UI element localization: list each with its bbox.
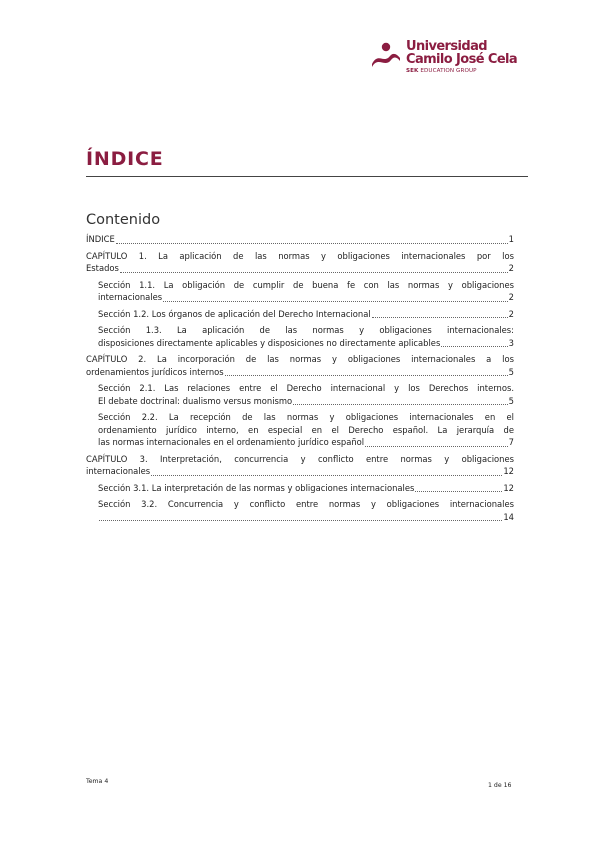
toc-entry-title: Sección 3.1. La interpretación de las normas y obligaciones internacionales: [98, 482, 415, 493]
table-of-contents: [86, 233, 514, 527]
toc-leader-dots: [225, 375, 508, 376]
toc-page-number: 12: [503, 482, 514, 493]
toc-entry-title: las normas internacionales en el ordenamiento jurídico español: [98, 437, 365, 447]
toc-entry-line: Sección 1.3. La aplicación de las normas y obligaciones internacionales:: [98, 325, 514, 335]
toc-entry-title: El debate doctrinal: dualismo versus monismo: [98, 395, 293, 406]
toc-page-number: 5: [508, 366, 514, 377]
toc-page-number: 3: [508, 337, 514, 348]
toc-leader-dots: [415, 491, 502, 492]
toc-entry-line: CAPÍTULO 2. La incorporación de las normas y obligaciones internacionales a los: [86, 354, 514, 364]
toc-leader-dots: [120, 272, 508, 273]
toc-entry-line: CAPÍTULO 1. La aplicación de las normas y obligaciones internacionales por los: [86, 250, 514, 261]
toc-entry[interactable]: [86, 353, 514, 378]
toc-page-number: 5: [508, 395, 514, 406]
toc-entry-title: internacionales: [86, 466, 151, 476]
toc-entry-line: Sección 3.2. Concurrencia y conflicto entre normas y obligaciones internacionales: [98, 499, 514, 509]
toc-page-number: 2: [508, 263, 514, 273]
toc-entry-line: ordenamiento jurídico interno, en especial en el Derecho español. La jerarquía de: [98, 424, 514, 435]
logo-mark-icon: [370, 42, 402, 68]
toc-entry[interactable]: [86, 382, 514, 407]
toc-page-number: 14: [503, 511, 514, 522]
title-underline: [86, 176, 528, 177]
toc-entry[interactable]: [86, 498, 514, 523]
toc-entry[interactable]: [86, 482, 514, 495]
toc-entry[interactable]: [86, 411, 514, 449]
toc-leader-dots: [163, 301, 508, 302]
toc-page-number: 1: [508, 234, 514, 244]
toc-entry-title: Estados: [86, 263, 119, 273]
toc-leader-dots: [99, 520, 502, 521]
toc-page-number: 2: [508, 308, 514, 319]
toc-leader-dots: [365, 446, 508, 447]
toc-entry-title: internacionales: [98, 292, 163, 302]
toc-entry[interactable]: [86, 279, 514, 304]
toc-leader-dots: [293, 404, 507, 405]
toc-entry[interactable]: [86, 324, 514, 349]
toc-entry[interactable]: [86, 233, 514, 246]
toc-entry-title: ÍNDICE: [86, 234, 115, 244]
toc-entry-title: disposiciones directamente aplicables y disposiciones no directamente aplicables: [98, 337, 441, 348]
logo-line-1: Universidad: [406, 39, 487, 54]
toc-page-number: 12: [503, 466, 514, 476]
footer-topic: Tema 4: [86, 778, 109, 785]
toc-entry-line: CAPÍTULO 3. Interpretación, concurrencia y conflicto entre normas y obligaciones: [86, 453, 514, 464]
logo-line-3: SEK EDUCATION GROUP: [406, 68, 477, 74]
page-title: ÍNDICE: [86, 148, 164, 170]
toc-page-number: 7: [508, 437, 514, 447]
toc-entry-title: Sección 1.2. Los órganos de aplicación del Derecho Internacional: [98, 308, 371, 319]
toc-leader-dots: [372, 317, 508, 318]
toc-entry[interactable]: [86, 453, 514, 478]
toc-leader-dots: [441, 346, 507, 347]
toc-entry[interactable]: [86, 308, 514, 321]
logo-line-2: Camilo José Cela: [406, 52, 518, 67]
footer-page-number: 1 de 16: [488, 782, 512, 789]
toc-entry-line: Sección 2.1. Las relaciones entre el Derecho internacional y los Derechos internos.: [98, 383, 514, 393]
toc-entry[interactable]: [86, 250, 514, 275]
toc-page-number: 2: [508, 292, 514, 302]
university-logo: [370, 40, 520, 82]
contents-label: Contenido: [86, 212, 161, 228]
toc-entry-line: Sección 2.2. La recepción de las normas y obligaciones internacionales en el: [98, 412, 514, 422]
toc-leader-dots: [116, 243, 508, 244]
toc-leader-dots: [151, 475, 502, 476]
toc-entry-title: ordenamientos jurídicos internos: [86, 366, 224, 377]
toc-entry-line: Sección 1.1. La obligación de cumplir de buena fe con las normas y obligaciones: [98, 279, 514, 290]
